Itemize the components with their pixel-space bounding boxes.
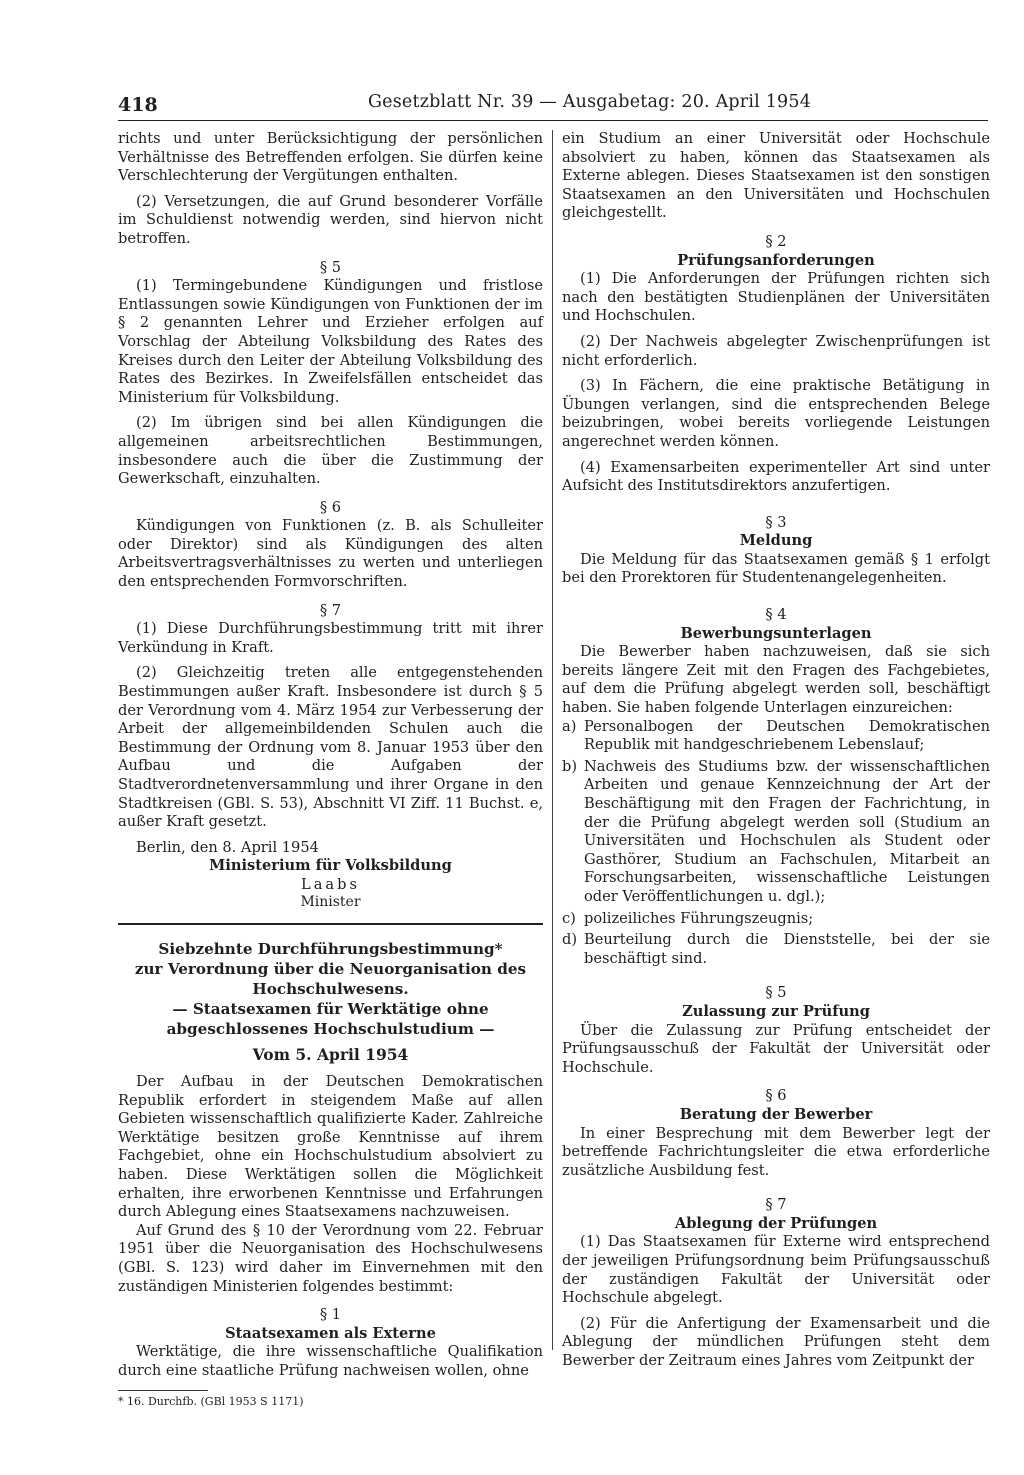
paragraph: In einer Besprechung mit dem Bewerber legt der betreffende Fachrichtungsleiter die etwa erforderliche zusätzliche Ausbildung fest. (562, 1124, 990, 1179)
document-list (562, 718, 990, 969)
page-number: 418 (118, 94, 158, 116)
section-heading: Bewerbungsunterlagen (680, 624, 872, 642)
list-item-label: b) (562, 757, 578, 775)
section-title: § 7 (765, 1196, 787, 1214)
section-title: § 5 (319, 258, 342, 276)
signature-organization: Ministerium für Volksbildung (209, 857, 452, 875)
section-title: § 5 (765, 984, 787, 1002)
paragraph: (2) Gleichzeitig treten alle entgegenstehenden Bestimmungen außer Kraft. Insbesondere ist durch § 5 der Verordnung vom 4. März 1954 zur Verbesserung der Arbeit der allgemeinbildenden Schulen auch die Bestimmung der Ordnung vom 8. Januar 1953 über den Aufbau und die Aufgaben der Stadtverordnetenversammlung und ihrer Organe in den Stadtkreisen (GBl. S. 53), Abschnitt VI Ziff. 11 Buchst. e, außer Kraft gesetzt. (118, 664, 543, 831)
section-title: § 3 (765, 513, 787, 531)
paragraph: Der Aufbau in der Deutschen Demokratischen Republik erfordert in steigendem Maße auf allen Gebieten wissenschaftlich qualifizierte Kader. Zahlreiche Werktätige besitzen große Kenntnisse auf ihrem Fachgebiet, ohne ein Hochschulstudium absolviert zu haben. Diese Werktätigen sollen die Möglichkeit erhalten, ihre erworbenen Kenntnisse und Erfahrungen durch Ablegung eines Staatsexamens nachzuweisen. (118, 1072, 543, 1221)
section-heading: Zulassung zur Prüfung (682, 1002, 870, 1020)
section-title: § 1 (319, 1306, 342, 1324)
section-title: § 6 (765, 1087, 787, 1105)
paragraph: (1) Diese Durchführungsbestimmung tritt mit ihrer Verkündung in Kraft. (118, 620, 543, 656)
list-item-text: Personalbogen der Deutschen Demokratischen Republik mit handgeschriebenem Lebenslauf; (584, 717, 990, 754)
paragraph: Kündigungen von Funktionen (z. B. als Schulleiter oder Direktor) sind als Kündigungen des alten Arbeitsvertragsverhältnisses zu werten und unterliegen den entsprechenden Formvorschriften. (118, 517, 543, 591)
paragraph: (1) Die Anforderungen der Prüfungen richten sich nach den bestätigten Studienplänen der Universitäten und Hochschulen. (562, 270, 990, 325)
regulation-subtitle: — Staatsexamen für Werktätige ohne abgeschlossenes Hochschulstudium — (166, 999, 495, 1038)
regulation-date: Vom 5. April 1954 (252, 1044, 409, 1064)
paragraph: (1) Termingebundene Kündigungen und fristlose Entlassungen sowie Kündigungen von Funktionen der im § 2 genannten Lehrer und Erzieher erfolgen auf Vorschlag der Abteilung Volksbildung des Rates des Kreises durch den Leiter der Abteilung Volksbildung des Rates des Bezirkes. In Zweifelsfällen entscheidet das Ministerium für Volksbildung. (118, 277, 543, 406)
paragraph: (2) Versetzungen, die auf Grund besonderer Vorfälle im Schuldienst notwendig werden, sind hiervon nicht betroffen. (118, 192, 543, 247)
section-title: § 4 (765, 606, 787, 624)
footnote: * 16. Durchfb. (GBl 1953 S 1171) (118, 1395, 304, 1409)
continuation-paragraph: ein Studium an einer Universität oder Hochschule absolviert zu haben, können das Staatsexamen als Externe ablegen. Dieses Staatsexamen ist den sonstigen Staatsexamen an den Universitäten und Hochschulen gleichgestellt. (562, 130, 990, 222)
paragraph: Werktätige, die ihre wissenschaftliche Qualifikation durch eine staatliche Prüfung nachweisen wollen, ohne (118, 1343, 543, 1379)
section-heading: Prüfungsanforderungen (677, 251, 875, 269)
place-date: Berlin, den 8. April 1954 (136, 838, 319, 856)
section-rule (118, 923, 543, 925)
regulation-title-line: zur Verordnung über die Neuorganisation des Hochschulwesens. (134, 959, 527, 998)
list-item-text: polizeiliches Führungszeugnis; (584, 909, 814, 927)
continuation-paragraph: richts und unter Berücksichtigung der persönlichen Verhältnisse des Betreffenden erfolgen. Sie dürfen keine Verschlechterung der Vergütungen enthalten. (118, 130, 543, 185)
section-title: § 2 (765, 232, 787, 250)
footnote-rule (118, 1390, 208, 1391)
paragraph: (4) Examensarbeiten experimenteller Art sind unter Aufsicht des Institutsdirektors anzufertigen. (562, 458, 990, 495)
section-heading: Ablegung der Prüfungen (674, 1214, 878, 1232)
left-column (118, 130, 543, 1408)
paragraph: Die Bewerber haben nachzuweisen, daß sie sich bereits längere Zeit mit den Fragen des Fachgebietes, auf dem die Prüfung abgelegt werden soll, beschäftigt haben. Sie haben folgende Unterlagen einzureichen: (562, 643, 990, 717)
list-item-label: c) (562, 909, 576, 927)
paragraph: (2) Im übrigen sind bei allen Kündigungen die allgemeinen arbeitsrechtlichen Bestimmungen, insbesondere auch die über die Zustimmung der Gewerkschaft, einzuhalten. (118, 414, 543, 488)
paragraph: Auf Grund des § 10 der Verordnung vom 22. Februar 1951 über die Neuorganisation des Hochschulwesens (GBl. S. 123) wird daher im Einvernehmen mit den zuständigen Ministerien folgendes bestimmt: (118, 1221, 543, 1295)
regulation-title-line: Siebzehnte Durchführungsbestimmung* (158, 939, 503, 958)
list-item-label: a) (562, 717, 577, 735)
column-divider (552, 130, 553, 1350)
signature-name: Laabs (301, 875, 360, 893)
section-title: § 6 (319, 498, 342, 516)
list-item (562, 910, 990, 929)
gazette-title: Gesetzblatt Nr. 39 — Ausgabetag: 20. April 1954 (368, 92, 812, 112)
section-heading: Staatsexamen als Externe (225, 1324, 436, 1342)
regulation-title (118, 939, 543, 1039)
list-item-label: d) (562, 931, 578, 949)
paragraph: Die Meldung für das Staatsexamen gemäß § 1 erfolgt bei den Prorektoren für Studentenangelegenheiten. (562, 550, 990, 587)
list-item (562, 931, 990, 968)
section-title: § 7 (319, 601, 342, 619)
list-item (562, 758, 990, 907)
list-item-text: Beurteilung durch die Dienststelle, bei der sie beschäftigt sind. (584, 931, 990, 967)
paragraph: (3) In Fächern, die eine praktische Betätigung in Übungen verlangen, sind die entsprechenden Belege beizubringen, wobei bereits vorliegende Leistungen angerechnet werden können. (562, 377, 990, 450)
right-column (562, 130, 990, 1371)
paragraph: Über die Zulassung zur Prüfung entscheidet der Prüfungsausschuß der Fakultät der Universität oder Hochschule. (562, 1021, 990, 1076)
list-item (562, 718, 990, 755)
section-heading: Beratung der Bewerber (679, 1105, 873, 1123)
paragraph: (2) Der Nachweis abgelegter Zwischenprüfungen ist nicht erforderlich. (562, 332, 990, 369)
list-item-text: Nachweis des Studiums bzw. der wissenschaftlichen Arbeiten und genaue Kennzeichnung der Art der Beschäftigung mit den Fragen der Fachrichtung, in der die Prüfung abgelegt werden soll (Studium an Universitäten und Hochschulen als Student oder Gasthörer, Studium an Fachschulen, Mitarbeit an Forschungsarbeiten, wissenschaftliche Leistungen oder Veröffentlichungen u. dgl.); (584, 757, 990, 905)
paragraph: (2) Für die Anfertigung der Examensarbeit und die Ablegung der mündlichen Prüfungen steht dem Bewerber der Zeitraum eines Jahres vom Zeitpunkt der (562, 1314, 990, 1370)
signature-role: Minister (300, 893, 361, 910)
paragraph: (1) Das Staatsexamen für Externe wird entsprechend der jeweiligen Prüfungsordnung beim Prüfungsausschuß der zuständigen Fakultät der Universität oder Hochschule abgelegt. (562, 1233, 990, 1307)
section-heading: Meldung (739, 532, 813, 550)
page-header (118, 86, 988, 121)
